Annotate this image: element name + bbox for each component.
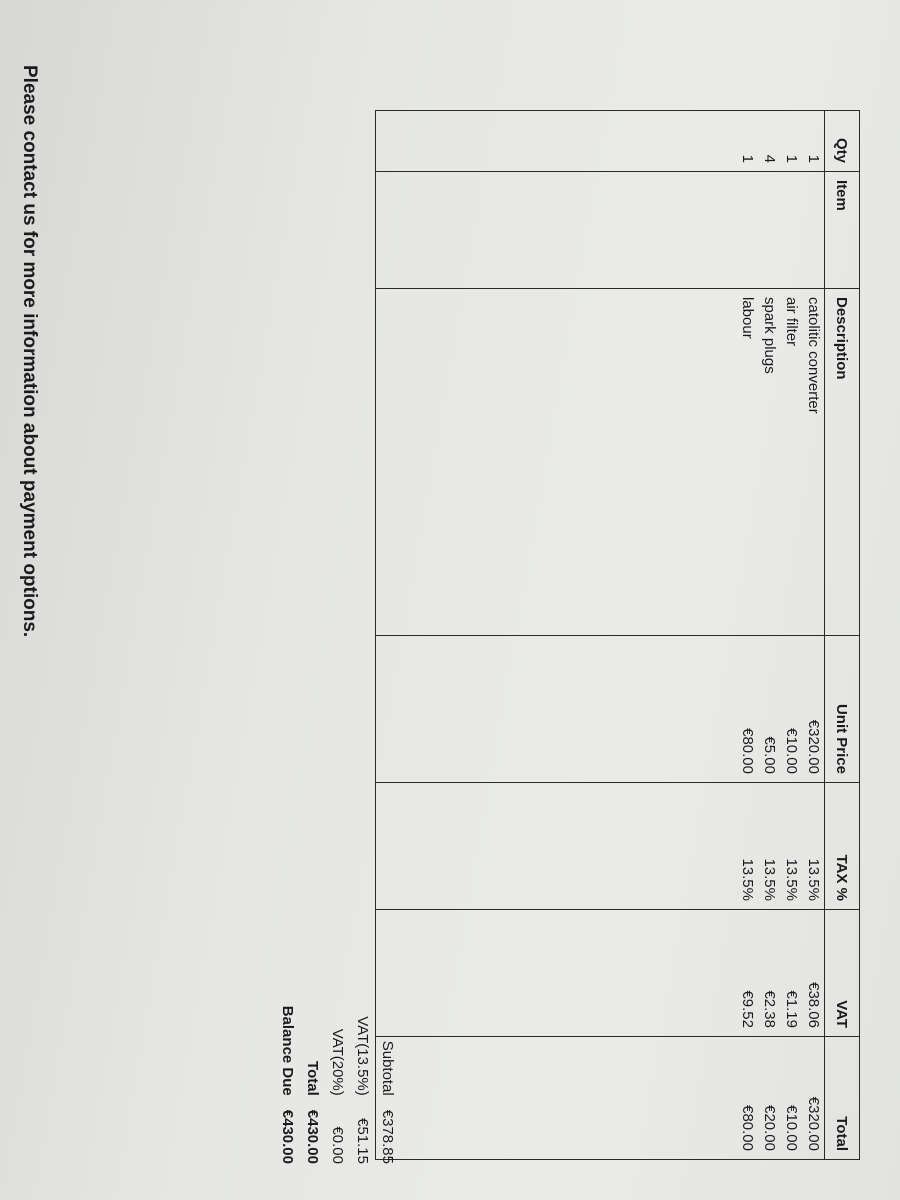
cell-item [802, 172, 825, 289]
table-row [780, 111, 802, 1160]
table-header-row [825, 111, 860, 1160]
totals-summary [275, 992, 400, 1164]
header-vat: VAT [825, 910, 860, 1037]
payment-contact-note: Please contact us for more information about payment options. [19, 65, 40, 638]
vat-20-label: VAT(20%) [329, 1028, 346, 1096]
total-value: €430.00 [304, 1109, 321, 1164]
cell-vat: €9.52 [736, 910, 758, 1037]
table-row [736, 111, 758, 1160]
cell-qty: 1 [802, 111, 825, 172]
total-row [300, 992, 325, 1164]
vat-13-5-value: €51.15 [354, 1118, 371, 1164]
cell-total: €10.00 [780, 1037, 802, 1160]
vat-13-5-row [350, 992, 375, 1164]
vat-20-value: €0.00 [329, 1126, 346, 1164]
cell-description: air filter [780, 289, 802, 636]
table-row [802, 111, 825, 1160]
cell-description: labour [736, 289, 758, 636]
cell-total: €80.00 [736, 1037, 758, 1160]
balance-due-row [275, 992, 300, 1164]
cell-item [780, 172, 802, 289]
cell-unit-price: €10.00 [780, 636, 802, 783]
cell-qty: 1 [736, 111, 758, 172]
balance-due-value: €430.00 [279, 1109, 296, 1164]
cell-total: €320.00 [802, 1037, 825, 1160]
header-unit-price: Unit Price [825, 636, 860, 783]
vat-20-row [325, 992, 350, 1164]
cell-vat: €1.19 [780, 910, 802, 1037]
header-item: Item [825, 172, 860, 289]
header-total: Total [825, 1037, 860, 1160]
cell-tax-percent: 13.5% [802, 783, 825, 910]
cell-total: €20.00 [758, 1037, 780, 1160]
table-row [758, 111, 780, 1160]
cell-vat: €2.38 [758, 910, 780, 1037]
header-description: Description [825, 289, 860, 636]
cell-qty: 4 [758, 111, 780, 172]
cell-description: spark plugs [758, 289, 780, 636]
cell-tax-percent: 13.5% [758, 783, 780, 910]
header-qty: Qty [825, 111, 860, 172]
invoice-table [375, 110, 860, 1160]
vat-13-5-label: VAT(13.5%) [354, 1016, 371, 1096]
cell-qty: 1 [780, 111, 802, 172]
table-empty-space [376, 111, 737, 1160]
cell-vat: €38.06 [802, 910, 825, 1037]
cell-description: catolitic converter [802, 289, 825, 636]
subtotal-label: Subtotal [379, 1040, 396, 1096]
subtotal-row [375, 992, 400, 1164]
cell-unit-price: €5.00 [758, 636, 780, 783]
cell-tax-percent: 13.5% [780, 783, 802, 910]
cell-item [758, 172, 780, 289]
cell-unit-price: €80.00 [736, 636, 758, 783]
cell-unit-price: €320.00 [802, 636, 825, 783]
cell-item [736, 172, 758, 289]
header-tax-percent: TAX % [825, 783, 860, 910]
balance-due-label: Balance Due [279, 1005, 296, 1096]
total-label: Total [304, 1061, 321, 1096]
cell-tax-percent: 13.5% [736, 783, 758, 910]
subtotal-value: €378.85 [379, 1109, 396, 1164]
